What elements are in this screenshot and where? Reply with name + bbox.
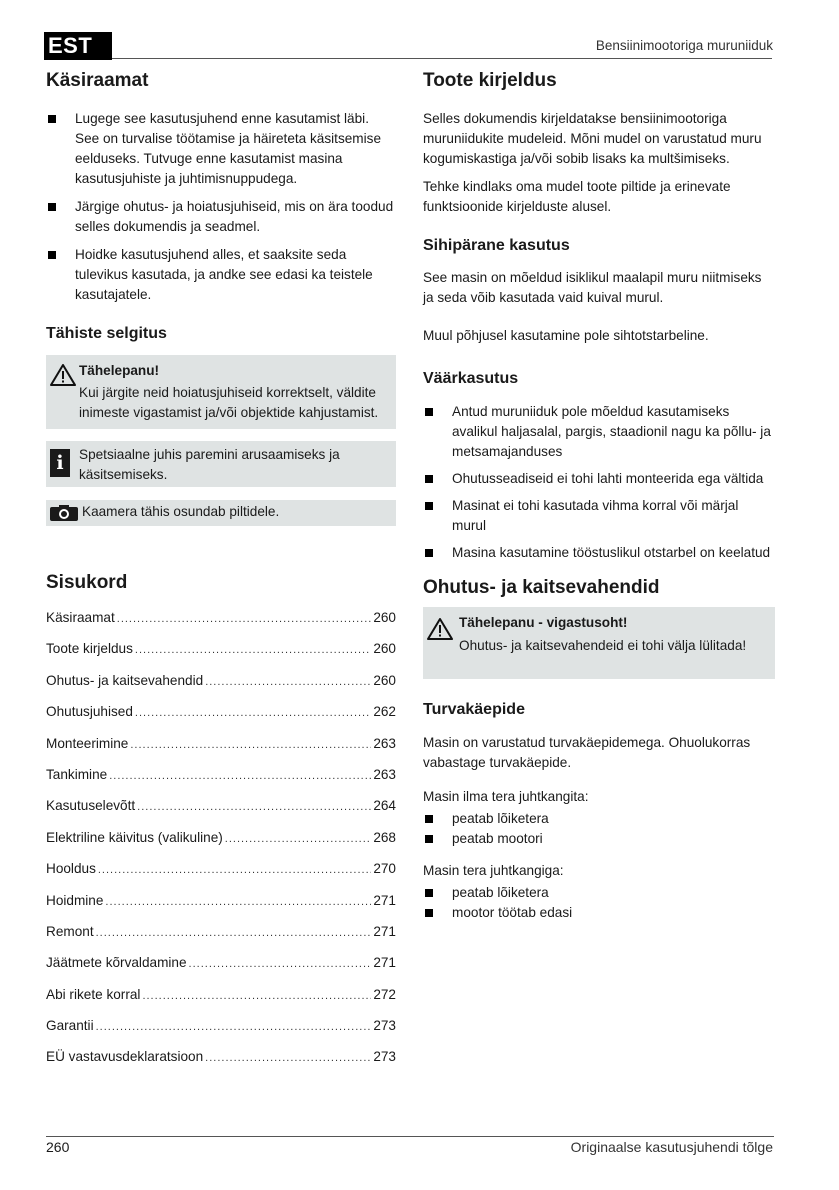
manual-heading: Käsiraamat [46, 70, 149, 91]
list-item: Hoidke kasutusjuhend alles, et saaksite seda tulevikus kasutada, ja andke see edasi ka teistele kasutajatele. [46, 245, 396, 305]
toc-leader [98, 860, 371, 880]
warning-box [46, 355, 396, 429]
toc-item[interactable] [46, 671, 396, 702]
manual-list [46, 109, 396, 305]
toc-page: 271 [373, 955, 396, 971]
misuse-list [423, 402, 775, 563]
product-heading: Toote kirjeldus [423, 70, 557, 91]
product-para-2: Tehke kindlaks oma mudel toote piltide ja erinevate funktsioonide kirjelduste alusel. [423, 179, 731, 214]
list-item: mootor töötab edasi [423, 903, 775, 923]
warning-title: Tähelepanu! [79, 363, 160, 378]
toc-item[interactable] [46, 1016, 396, 1047]
safety-warning-title: Tähelepanu - vigastusoht! [459, 615, 628, 630]
info-box [46, 441, 396, 487]
list-item: Lugege see kasutusjuhend enne kasutamist läbi. See on turvalise töötamise ja häireteta käsitsemise eelduseks. Tutvuge enne kasutamist masina kasutusjuhiste ja juhtimisnuppudega. [46, 109, 396, 189]
toc-title: Hooldus [46, 861, 96, 877]
toc-title: Ohutusjuhised [46, 704, 133, 720]
list-item: Ohutusseadiseid ei tohi lahti monteerida ega vältida [423, 469, 775, 489]
page-number: 260 [46, 1139, 70, 1155]
toc-page: 260 [373, 641, 396, 657]
toc-title: Garantii [46, 1018, 94, 1034]
list-item: Masinat ei tohi kasutada vihma korral või märjal murul [423, 496, 775, 536]
toc-page: 271 [373, 892, 396, 908]
list-item: Masina kasutamine tööstuslikul otstarbel on keelatud [423, 543, 775, 563]
toc-leader [96, 1017, 372, 1037]
toc-leader [105, 892, 371, 912]
toc-leader [135, 703, 371, 723]
toc-item[interactable] [46, 734, 396, 765]
footer-note: Originaalse kasutusjuhendi tõlge [570, 1139, 773, 1155]
toc-page: 271 [373, 923, 396, 939]
intended-use-para-1: See masin on mõeldud isiklikul maalapil muru niitmiseks ja seda võib kasutada vaid kuival murul. [423, 270, 762, 305]
toc-leader [109, 766, 371, 786]
toc-page: 268 [373, 829, 396, 845]
safety-heading: Ohutus- ja kaitsevahendid [423, 577, 660, 598]
toc-item[interactable] [46, 922, 396, 953]
toc-page: 260 [373, 610, 396, 625]
toc-page: 263 [373, 766, 396, 782]
toc-heading: Sisukord [46, 572, 128, 593]
toc-item[interactable] [46, 608, 396, 639]
warning-triangle-icon [50, 363, 76, 387]
with-lever-list [423, 883, 775, 923]
toc-item[interactable] [46, 985, 396, 1016]
camera-box [46, 500, 396, 526]
without-lever-label: Masin ilma tera juhtkangita: [423, 789, 589, 804]
misuse-heading: Väärkasutus [423, 370, 519, 387]
product-title: Bensiinimootoriga muruniiduk [595, 38, 773, 53]
toc-leader [189, 954, 372, 974]
toc-item[interactable] [46, 639, 396, 670]
intended-use-para-2: Muul põhjusel kasutamine pole sihtotstarbeline. [423, 328, 709, 343]
toc-item[interactable] [46, 859, 396, 890]
toc-leader [142, 986, 371, 1006]
toc-title: Remont [46, 923, 94, 939]
toc-page: 264 [373, 798, 396, 814]
toc-title: Monteerimine [46, 735, 129, 751]
toc-title: Elektriline käivitus (valikuline) [46, 829, 223, 845]
toc-title: Käsiraamat [46, 610, 115, 625]
warning-text: Kui järgite neid hoiatusjuhiseid korrektselt, väldite inimeste vigastamist ja/või objektide kahjustamist. [79, 385, 379, 420]
handle-para: Masin on varustatud turvakäepidemega. Ohuolukorras vabastage turvakäepide. [423, 735, 751, 770]
product-para-1: Selles dokumendis kirjeldatakse bensiinimootoriga muruniidukite mudeleid. Mõni mudel on varustatud muru kogumiskastiga ja/või sobib lisaks ka multšimiseks. [423, 111, 762, 166]
toc-item[interactable] [46, 828, 396, 859]
toc-page: 273 [373, 1049, 396, 1065]
list-item: peatab mootori [423, 829, 775, 849]
toc-page: 272 [373, 986, 396, 1002]
list-item: Antud muruniiduk pole mõeldud kasutamiseks avalikul haljasalal, pargis, staadionil nagu ka põllu- ja metsamajanduses [423, 402, 775, 462]
toc-leader [205, 1048, 371, 1068]
info-text: Spetsiaalne juhis paremini arusaamiseks ja käsitsemiseks. [79, 447, 340, 482]
toc-item[interactable] [46, 796, 396, 827]
handle-heading: Turvakäepide [423, 701, 525, 718]
toc-title: Ohutus- ja kaitsevahendid [46, 672, 204, 688]
toc-leader [96, 923, 372, 943]
intended-use-heading: Sihipärane kasutus [423, 237, 570, 254]
safety-warning-box [423, 607, 775, 679]
toc-page: 260 [373, 672, 396, 688]
without-lever-list [423, 809, 775, 849]
toc-page: 263 [373, 735, 396, 751]
language-badge: EST [44, 32, 112, 60]
list-item: peatab lõiketera [423, 809, 775, 829]
toc-item[interactable] [46, 953, 396, 984]
symbols-heading: Tähiste selgitus [46, 325, 167, 342]
toc-leader [135, 640, 371, 660]
toc-item[interactable] [46, 765, 396, 796]
toc-item[interactable] [46, 891, 396, 922]
toc-title: Toote kirjeldus [46, 641, 133, 657]
toc-title: Kasutuselevõtt [46, 798, 136, 814]
table-of-contents [46, 608, 396, 1079]
toc-page: 270 [373, 861, 396, 877]
info-icon: i [50, 449, 70, 477]
warning-triangle-icon [427, 617, 453, 641]
toc-leader [130, 735, 371, 755]
toc-title: Tankimine [46, 766, 108, 782]
toc-title: Abi rikete korral [46, 986, 141, 1002]
right-column [423, 70, 775, 923]
toc-leader [117, 609, 372, 629]
toc-leader [205, 672, 371, 692]
header-rule [112, 58, 772, 59]
toc-leader [225, 829, 372, 849]
list-item: peatab lõiketera [423, 883, 775, 903]
toc-item[interactable] [46, 1047, 396, 1078]
toc-page: 273 [373, 1018, 396, 1034]
list-item: Järgige ohutus- ja hoiatusjuhiseid, mis on ära toodud selles dokumendis ja seadmel. [46, 197, 396, 237]
toc-title: Hoidmine [46, 892, 104, 908]
toc-item[interactable] [46, 702, 396, 733]
camera-text: Kaamera tähis osundab piltidele. [82, 504, 280, 519]
with-lever-label: Masin tera juhtkangiga: [423, 863, 564, 878]
safety-warning-text: Ohutus- ja kaitsevahendeid ei tohi välja lülitada! [459, 638, 747, 653]
toc-leader [137, 797, 371, 817]
footer-rule [46, 1136, 774, 1137]
camera-icon [50, 505, 78, 521]
toc-page: 262 [373, 704, 396, 720]
toc-title: Jäätmete kõrvaldamine [46, 955, 187, 971]
toc-title: EÜ vastavusdeklaratsioon [46, 1049, 204, 1065]
left-column [46, 70, 396, 1079]
